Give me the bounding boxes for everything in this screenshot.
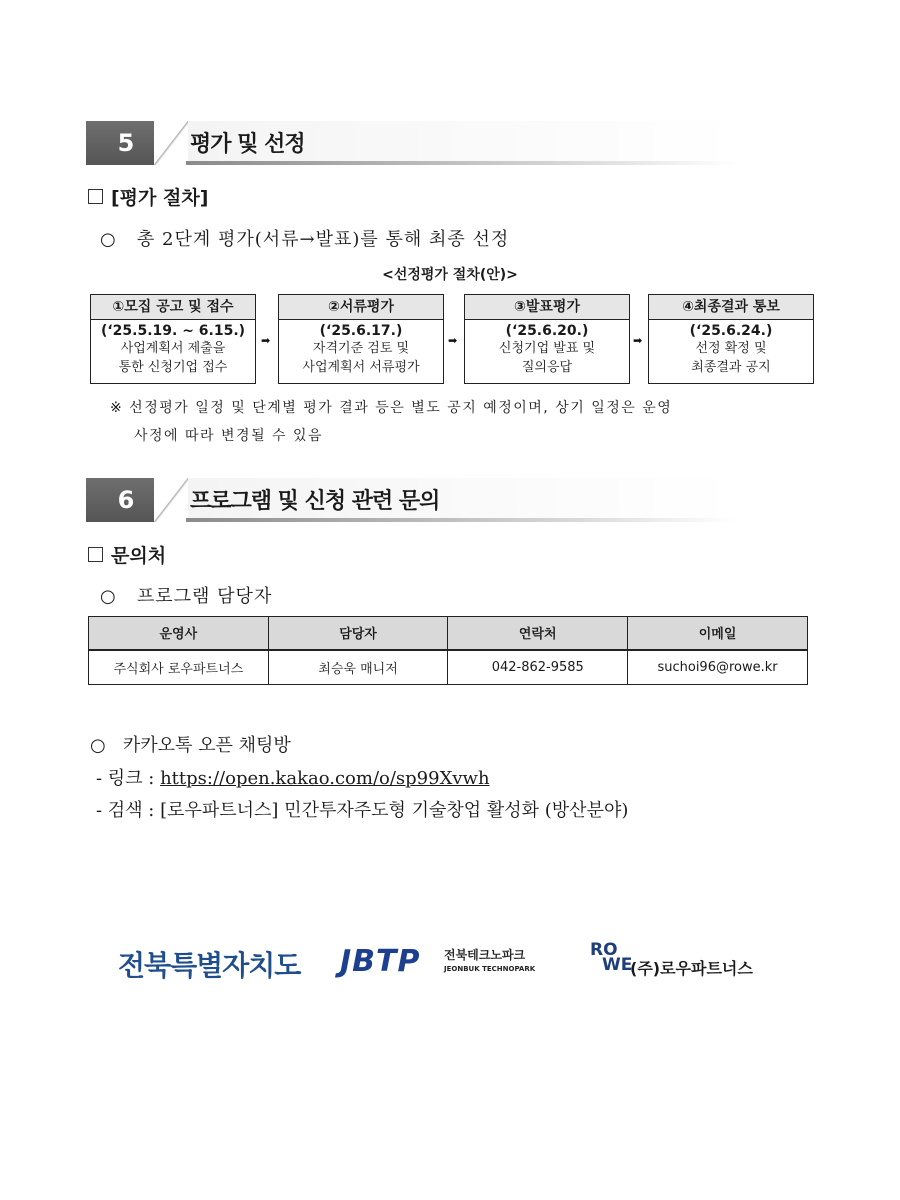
- section-underline: [186, 518, 736, 522]
- arrow-right-icon: ➡: [448, 334, 458, 347]
- jbtp-logo: JBTP: [340, 944, 421, 979]
- step-head: ②서류평가: [279, 295, 443, 320]
- section-number: 6: [86, 478, 166, 522]
- step-head: ①모집 공고 및 접수: [91, 295, 255, 320]
- link-label: - 링크 :: [96, 768, 161, 789]
- column-header: 연락처: [448, 617, 628, 650]
- kakao-link-line: [96, 764, 490, 790]
- step-desc-line1: 사업계획서 제출을: [120, 341, 226, 356]
- section-underline: [186, 161, 736, 165]
- circle-bullet-icon: ○: [100, 586, 117, 607]
- circle-bullet-icon: ○: [90, 735, 106, 756]
- rowe-logo-mark: [590, 940, 633, 980]
- column-header: 운영사: [89, 617, 269, 650]
- subheading-text: [평가 절차]: [111, 187, 209, 209]
- bullet-program-manager: [100, 582, 272, 608]
- bullet-kakao-openchat: [90, 731, 291, 757]
- rowe-logo-ro: RO: [590, 940, 618, 960]
- step-head: ④최종결과 통보: [649, 295, 813, 320]
- table-cell: 042-862-9585: [448, 650, 628, 685]
- arrow-right-icon: ➡: [633, 334, 643, 347]
- section-divider-slash: [154, 121, 188, 165]
- section-title: 평가 및 선정: [190, 132, 305, 157]
- jbtp-english-name: JEONBUK TECHNOPARK: [444, 965, 536, 973]
- section-title: 프로그램 및 신청 관련 문의: [190, 489, 440, 514]
- subheading-evaluation-procedure: [88, 183, 208, 210]
- step-date: (‘25.6.20.): [505, 323, 589, 339]
- step-head: ③발표평가: [465, 295, 629, 320]
- column-header: 이메일: [628, 617, 808, 650]
- jbtp-korean-name: 전북테크노파크: [444, 948, 526, 962]
- bullet-two-stage-evaluation: [100, 225, 509, 251]
- kakao-openchat-link[interactable]: https://open.kakao.com/o/sp99Xvwh: [160, 768, 490, 789]
- section-divider-slash: [154, 478, 188, 522]
- partner-logos: [0, 940, 900, 990]
- rowe-logo-we: WE: [602, 955, 633, 975]
- bullet-text: 카카오톡 오픈 채팅방: [122, 735, 291, 756]
- arrow-right-icon: ➡: [261, 334, 271, 347]
- step-presentation-review: [464, 294, 630, 384]
- step-desc-line2: 통한 신청기업 접수: [118, 360, 228, 375]
- schedule-note-line1: ※ 선정평가 일정 및 단계별 평가 결과 등은 별도 공지 예정이며, 상기 일정은 운영: [110, 400, 673, 416]
- step-date: (‘25.6.24.): [689, 323, 773, 339]
- table-row: [89, 650, 808, 685]
- column-header: 담당자: [268, 617, 448, 650]
- subheading-text: 문의처: [111, 545, 167, 567]
- flow-title: <선정평가 절차(안)>: [382, 267, 518, 283]
- square-bullet-icon: [88, 547, 103, 562]
- step-desc-line2: 질의응답: [521, 360, 573, 375]
- schedule-note-line2: 사정에 따라 변경될 수 있음: [134, 428, 324, 444]
- step-desc-line1: 선정 확정 및: [695, 341, 767, 356]
- table-cell: 최승욱 매니저: [268, 650, 448, 685]
- step-desc-line1: 신청기업 발표 및: [498, 341, 596, 356]
- bullet-text: 프로그램 담당자: [136, 586, 273, 607]
- section-6-header: [86, 478, 736, 522]
- rowe-partners-name: (주)로우파트너스: [630, 959, 753, 978]
- bullet-text: 총 2단계 평가(서류→발표)를 통해 최종 선정: [136, 229, 510, 250]
- step-recruitment: [90, 294, 256, 384]
- step-desc-line2: 최종결과 공지: [691, 360, 771, 375]
- step-final-result: [648, 294, 814, 384]
- step-date: (‘25.5.19. ~ 6.15.): [100, 323, 246, 339]
- section-5-header: [86, 121, 736, 165]
- jeonbuk-province-logo: 전북특별자치도: [118, 949, 301, 982]
- square-bullet-icon: [88, 189, 103, 204]
- step-desc-line1: 자격기준 검토 및: [312, 341, 410, 356]
- table-header-row: [89, 617, 808, 650]
- subheading-contact: [88, 541, 166, 568]
- email-cell[interactable]: suchoi96@rowe.kr: [628, 650, 808, 685]
- table-cell: 주식회사 로우파트너스: [89, 650, 269, 685]
- circle-bullet-icon: ○: [100, 229, 117, 250]
- step-desc-line2: 사업계획서 서류평가: [302, 360, 420, 375]
- jbtp-logo-text: [444, 948, 535, 976]
- step-document-review: [278, 294, 444, 384]
- contact-table: [88, 616, 808, 685]
- section-number: 5: [86, 121, 166, 165]
- kakao-search-line: - 검색 : [로우파트너스] 민간투자주도형 기술창업 활성화 (방산분야): [96, 800, 629, 821]
- step-date: (‘25.6.17.): [319, 323, 403, 339]
